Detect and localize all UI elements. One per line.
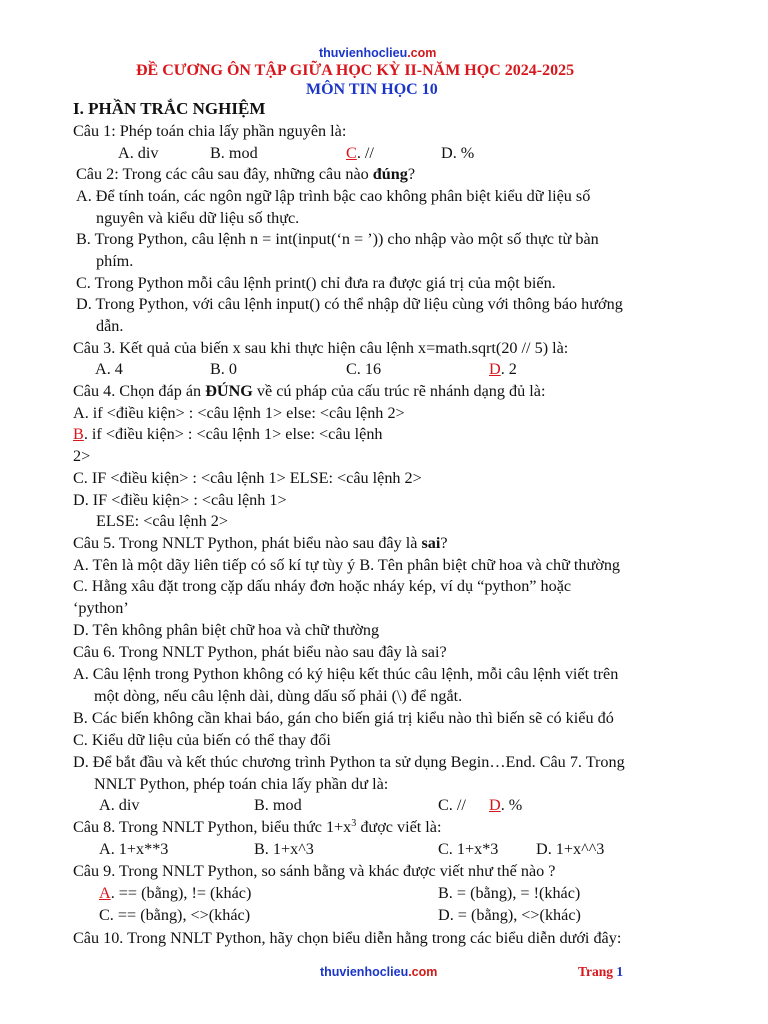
- question-2: Câu 2: Trong các câu sau đây, những câu nào đúng?: [76, 165, 416, 183]
- question-8: Câu 8. Trong NNLT Python, biểu thức $1+x^3$ được viết là:: [73, 818, 442, 836]
- q7-option-c: C. //: [438, 796, 466, 814]
- q9-option-d: D. = (bằng), <>(khác): [438, 906, 581, 924]
- q5-option-ab: A. Tên là một dãy liên tiếp có số kí tự tùy ý B. Tên phân biệt chữ hoa và chữ thường: [73, 556, 621, 574]
- document-title: ĐỀ CƯƠNG ÔN TẬP GIỮA HỌC KỲ II-NĂM HỌC 2024-2025: [136, 62, 575, 79]
- q3-option-b: B. 0: [210, 360, 237, 378]
- correct-answer-marker: D: [489, 360, 501, 378]
- question-5: Câu 5. Trong NNLT Python, phát biểu nào sau đây là sai?: [73, 534, 448, 552]
- q3-option-c: C. 16: [346, 360, 382, 378]
- subject-title: MÔN TIN HỌC 10: [306, 81, 438, 98]
- question-3: Câu 3. Kết quả của biến x sau khi thực hiện câu lệnh x=math.sqrt(20 // 5) là:: [73, 339, 569, 357]
- q1-option-d: D. %: [441, 144, 475, 162]
- question-10: Câu 10. Trong NNLT Python, hãy chọn biểu diễn hằng trong các biểu diễn dưới đây:: [73, 929, 622, 947]
- q6-option-b: B. Các biến không cần khai báo, gán cho biến giá trị kiểu nào thì biến sẽ có kiểu đó: [73, 709, 614, 727]
- q5-option-c-cont: ‘python’: [73, 599, 129, 617]
- q2-option-a-cont: nguyên và kiểu dữ liệu số thực.: [96, 209, 300, 227]
- q3-option-d: D. 2: [489, 360, 517, 378]
- q7-option-b: B. mod: [254, 796, 302, 814]
- q6-option-a-cont: một dòng, nếu câu lệnh dài, dùng dấu số phải (\) để ngắt.: [94, 687, 463, 705]
- q5-option-c: C. Hằng xâu đặt trong cặp dấu nháy đơn hoặc nháy kép, ví dụ “python” hoặc: [73, 577, 572, 595]
- q9-option-a: A. == (bằng), != (khác): [99, 884, 252, 902]
- correct-answer-marker: A: [99, 884, 111, 902]
- q9-option-b: B. = (bằng), = !(khác): [438, 884, 581, 902]
- question-4: Câu 4. Chọn đáp án ĐÚNG về cú pháp của cấu trúc rẽ nhánh dạng đủ là:: [73, 382, 546, 400]
- correct-answer-marker: C: [346, 144, 357, 162]
- q6-option-d-cont: NNLT Python, phép toán chia lấy phần dư là:: [94, 775, 389, 793]
- question-6: Câu 6. Trong NNLT Python, phát biểu nào sau đây là sai?: [73, 643, 447, 661]
- q1-option-a: A. div: [118, 144, 159, 162]
- q2-option-c: C. Trong Python mỗi câu lệnh print() chỉ đưa ra được giá trị của một biến.: [76, 274, 556, 292]
- q4-option-d: D. IF <điều kiện> : <câu lệnh 1>: [73, 491, 287, 509]
- question-1: Câu 1: Phép toán chia lấy phần nguyên là:: [73, 122, 347, 140]
- header-site-name: thuvienhoclieu.com: [319, 46, 437, 60]
- q4-option-d-cont: ELSE: <câu lệnh 2>: [96, 512, 228, 530]
- q4-option-c: C. IF <điều kiện> : <câu lệnh 1> ELSE: <câu lệnh 2>: [73, 469, 422, 487]
- q4-option-b: B. if <điều kiện> : <câu lệnh 1> else: <câu lệnh: [73, 425, 383, 443]
- footer-site-name: thuvienhoclieu.com: [320, 965, 438, 979]
- q4-option-b-cont: 2>: [73, 447, 91, 465]
- question-9: Câu 9. Trong NNLT Python, so sánh bằng và khác được viết như thế nào ?: [73, 862, 556, 880]
- correct-answer-marker: D: [489, 796, 501, 814]
- q8-option-d: D. 1+x^^3: [536, 840, 605, 858]
- page-number: Trang 1: [578, 964, 624, 979]
- section-heading: I. PHẦN TRẮC NGHIỆM: [73, 99, 266, 118]
- q7-option-a: A. div: [99, 796, 140, 814]
- q1-option-c: C. //: [346, 144, 374, 162]
- q8-option-a: A. 1+x**3: [99, 840, 169, 858]
- correct-answer-marker: B: [73, 425, 84, 443]
- q4-option-a: A. if <điều kiện> : <câu lệnh 1> else: <câu lệnh 2>: [73, 404, 405, 422]
- q6-option-c: C. Kiểu dữ liệu của biến có thể thay đổi: [73, 731, 331, 749]
- q8-option-c: C. 1+x*3: [438, 840, 499, 858]
- q2-option-b-cont: phím.: [96, 252, 134, 270]
- q5-option-d: D. Tên không phân biệt chữ hoa và chữ thường: [73, 621, 380, 639]
- q8-option-b: B. 1+x^3: [254, 840, 314, 858]
- q2-option-d-cont: dẫn.: [96, 317, 124, 335]
- q2-option-a: A. Để tính toán, các ngôn ngữ lập trình bậc cao không phân biệt kiểu dữ liệu số: [76, 187, 591, 205]
- q3-option-a: A. 4: [95, 360, 123, 378]
- q1-option-b: B. mod: [210, 144, 258, 162]
- q6-option-d: D. Để bắt đầu và kết thúc chương trình Python ta sử dụng Begin…End. Câu 7. Trong: [73, 753, 625, 771]
- q9-option-c: C. == (bằng), <>(khác): [99, 906, 251, 924]
- q6-option-a: A. Câu lệnh trong Python không có ký hiệu kết thúc câu lệnh, mỗi câu lệnh viết trên: [73, 665, 619, 683]
- q2-option-d: D. Trong Python, với câu lệnh input() có thể nhập dữ liệu cùng với thông báo hướng: [76, 295, 623, 313]
- q7-option-d: D. %: [489, 796, 523, 814]
- q2-option-b: B. Trong Python, câu lệnh n = int(input(‘n = ’)) cho nhập vào một số thực từ bàn: [76, 230, 599, 248]
